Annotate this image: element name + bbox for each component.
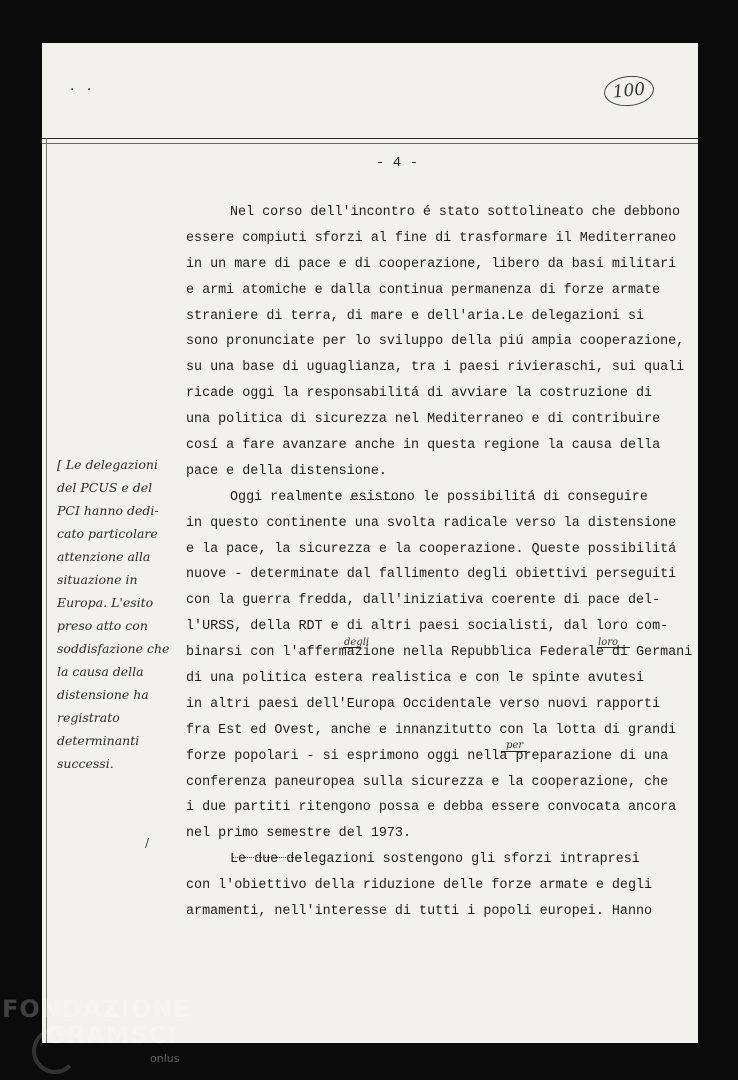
paragraph-europa <box>186 485 706 847</box>
text-line: su una base di uguaglianza, tra i paesi rivieraschi, sui quali <box>186 360 685 376</box>
page-left-edge <box>46 138 47 1043</box>
document-page <box>42 43 698 1043</box>
margin-note-line: Europa. L'esito <box>57 595 154 610</box>
strike-loro <box>597 647 630 648</box>
margin-note-line: soddisfazione che <box>57 641 170 656</box>
typed-body <box>186 200 706 925</box>
archive-number-stamp: 100 <box>603 73 656 108</box>
margin-tick-mark: / <box>145 836 150 850</box>
text-line: conferenza paneuropea sulla sicurezza e la cooperazione, che <box>186 774 669 790</box>
text-line: l'URSS, della RDT e di altri paesi socialisti, dal loro com- <box>186 619 669 635</box>
margin-note-line: cato particolare <box>57 526 158 541</box>
margin-note-line: preso atto con <box>57 618 148 633</box>
insertion-per: per <box>506 740 524 751</box>
margin-note-line: registrato <box>57 710 120 725</box>
watermark-onlus: onlus <box>150 1052 180 1065</box>
text-line: pace e della distensione. <box>186 463 387 479</box>
text-line: i due partiti ritengono possa e debba essere convocata ancora <box>186 800 677 816</box>
insertion-degli: degli <box>344 637 370 648</box>
paragraph-mediterraneo <box>186 200 706 485</box>
text-line: Le due delegazioni sostengono gli sforzi intrapresi <box>230 852 640 868</box>
text-line: nuove - determinate dal fallimento degli obiettivi perseguiti <box>186 567 677 583</box>
margin-note-line: attenzione alla <box>57 549 151 564</box>
text-line: armamenti, nell'interesse di tutti i popoli europei. Hanno <box>186 904 653 920</box>
margin-note-line: la causa della <box>57 664 144 679</box>
text-line: e la pace, la sicurezza e la cooperazione. Queste possibilitá <box>186 541 677 557</box>
margin-note-line: del PCUS e del <box>57 480 153 495</box>
fold-line-secondary <box>42 143 698 144</box>
text-line: cosí a fare avanzare anche in questa regione la causa della <box>186 438 661 454</box>
text-line: con la guerra fredda, dall'iniziativa coerente di pace del- <box>186 593 661 609</box>
text-line: straniere di terra, di mare e dell'aria.Le delegazioni si <box>186 308 645 324</box>
underline-le-due <box>232 853 302 858</box>
text-line: con l'obiettivo della riduzione delle forze armate e degli <box>186 878 653 894</box>
margin-note-line: PCI hanno dedi- <box>57 503 159 518</box>
text-line: essere compiuti sforzi al fine di trasformare il Mediterraneo <box>186 230 677 246</box>
strike-di <box>343 647 361 648</box>
handwritten-margin-note <box>57 453 177 775</box>
watermark-line1: FONDAZIONE <box>2 995 191 1023</box>
strike-con <box>501 751 527 752</box>
corner-dots: . . <box>70 78 96 94</box>
text-line: fra Est ed Ovest, anche e innanzitutto con la lotta di grandi <box>186 722 677 738</box>
margin-note-line: distensione ha <box>57 687 149 702</box>
text-line: nel primo semestre del 1973. <box>186 826 411 842</box>
text-line: e armi atomiche e dalla continua permanenza di forze armate <box>186 282 661 298</box>
text-line: forze popolari - si esprimono oggi nella preparazione di una <box>186 748 669 764</box>
insertion-loro: loro <box>598 637 619 648</box>
text-line: binarsi con l'affermazione nella Repubblica Federale di Germani <box>186 645 693 661</box>
margin-note-line: [ Le delegazioni <box>57 457 158 472</box>
text-line: ricade oggi la responsabilitá di avviare la costruzione di <box>186 386 653 402</box>
margin-note-line: situazione in <box>57 572 138 587</box>
text-line: una politica di sicurezza nel Mediterraneo e di contribuire <box>186 412 661 428</box>
text-line: Oggi realmente esistono le possibilitá di conseguire <box>230 489 648 505</box>
text-line: Nel corso dell'incontro é stato sottolineato che debbono <box>230 205 680 220</box>
text-line: in un mare di pace e di cooperazione, libero da basi militari <box>186 256 677 272</box>
margin-note-line: successi. <box>57 756 114 771</box>
margin-note-line: determinanti <box>57 733 140 748</box>
underline-esistono <box>350 495 406 500</box>
page-number: - 4 - <box>376 155 419 171</box>
paragraph-delegazioni <box>186 847 706 925</box>
text-line: in altri paesi dell'Europa Occidentale verso nuovi rapporti <box>186 696 661 712</box>
text-line: sono pronunciate per lo sviluppo della piú ampia cooperazione, <box>186 334 685 350</box>
watermark-line2: GRAMSCI <box>46 1021 178 1049</box>
watermark <box>2 996 191 1048</box>
text-line: in questo continente una svolta radicale verso la distensione <box>186 515 677 531</box>
fold-line <box>42 138 698 139</box>
text-line: di una politica estera realistica e con le spinte avutesi <box>186 671 645 687</box>
